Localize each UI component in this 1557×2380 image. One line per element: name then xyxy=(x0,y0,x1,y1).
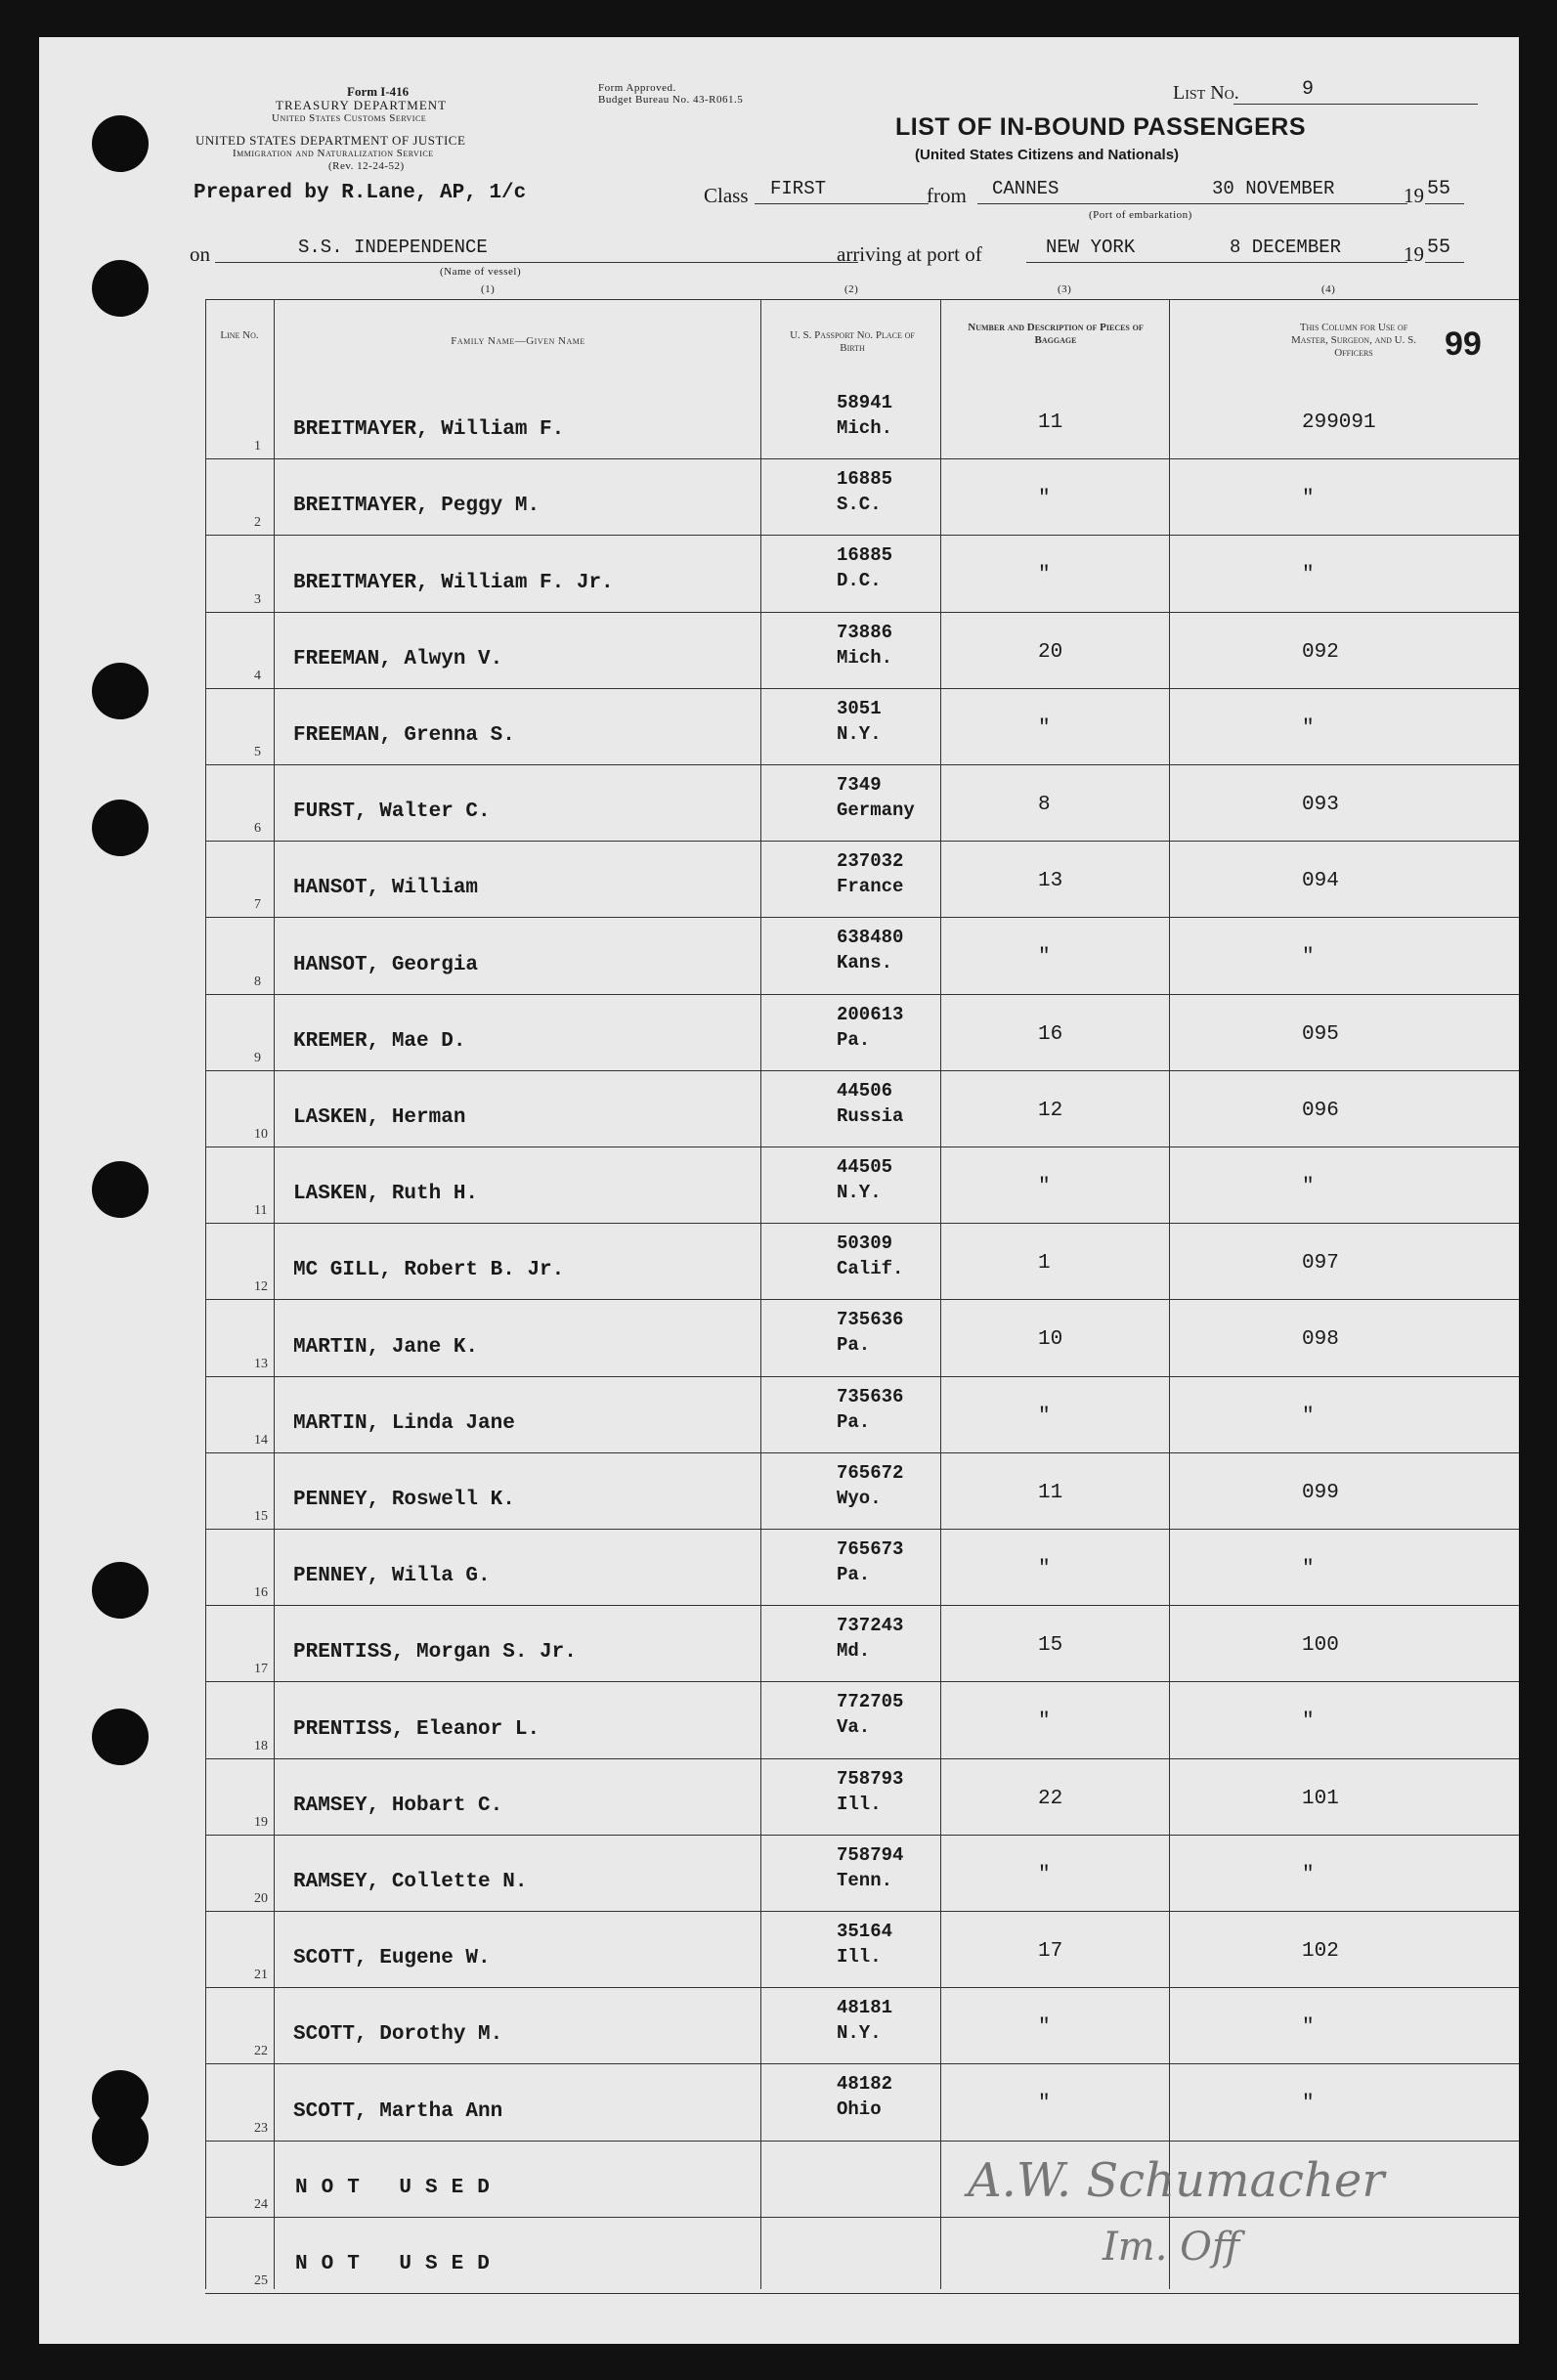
passenger-name: NOT USED xyxy=(295,2252,503,2275)
passenger-name: LASKEN, Ruth H. xyxy=(293,1183,479,1206)
baggage-count: " xyxy=(1038,488,1051,511)
line-number: 13 xyxy=(254,1356,268,1371)
passport-number: 16885 xyxy=(837,544,893,567)
officer-number: 095 xyxy=(1302,1022,1339,1046)
passenger-name: NOT USED xyxy=(295,2176,503,2199)
baggage-count: " xyxy=(1038,2093,1051,2116)
place-of-birth: Ohio xyxy=(837,2099,882,2121)
justice-label: UNITED STATES DEPARTMENT OF JUSTICE xyxy=(195,133,466,148)
col-num-3: (3) xyxy=(1058,283,1072,295)
baggage-count: 22 xyxy=(1038,1787,1063,1810)
passenger-name: FREEMAN, Grenna S. xyxy=(293,723,515,747)
place-of-birth: Va. xyxy=(837,1716,871,1739)
table-row xyxy=(205,1987,1519,2064)
line-number: 2 xyxy=(254,515,261,531)
passport-number: 3051 xyxy=(837,697,882,719)
officer-number: " xyxy=(1302,1558,1315,1580)
baggage-count: 13 xyxy=(1038,870,1063,893)
line-number: 23 xyxy=(254,2120,268,2136)
form-number: Form I-416 xyxy=(347,84,410,99)
passenger-name: MARTIN, Linda Jane xyxy=(293,1411,515,1435)
passport-number: 765673 xyxy=(837,1538,904,1560)
place-of-birth: Wyo. xyxy=(837,1487,882,1509)
treasury-label: TREASURY DEPARTMENT xyxy=(276,98,448,112)
line-number: 8 xyxy=(254,974,261,989)
passenger-name: HANSOT, Georgia xyxy=(293,953,479,976)
table-row xyxy=(205,994,1519,1071)
passport-number: 7349 xyxy=(837,774,882,796)
passport-number: 237032 xyxy=(837,850,904,873)
passport-number: 758793 xyxy=(837,1767,904,1790)
passenger-name: BREITMAYER, Peggy M. xyxy=(293,495,541,518)
officer-number: " xyxy=(1302,1863,1315,1886)
line-number: 14 xyxy=(254,1432,268,1448)
place-of-birth: Mich. xyxy=(837,417,893,439)
place-of-birth: France xyxy=(837,876,904,898)
col-header-officers: This Column for Use of Master, Surgeon, and U. S. Officers xyxy=(1291,322,1416,359)
line-number: 3 xyxy=(254,591,261,607)
officer-number: 096 xyxy=(1302,1099,1339,1122)
budget-bureau: Budget Bureau No. 43-R061.5 xyxy=(598,94,744,106)
baggage-count: " xyxy=(1038,1558,1051,1580)
line-number: 1 xyxy=(254,439,261,454)
officer-number: 094 xyxy=(1302,870,1339,893)
passenger-name: MARTIN, Jane K. xyxy=(293,1335,479,1359)
class-label: Class xyxy=(704,184,749,207)
embark-date: 30 NOVEMBER xyxy=(1212,178,1335,199)
form-approved: Form Approved. xyxy=(598,82,676,94)
passport-number: 737243 xyxy=(837,1615,904,1637)
passport-number: 16885 xyxy=(837,468,893,491)
baggage-count: 8 xyxy=(1038,794,1051,816)
officers-stamp: 99 xyxy=(1445,325,1482,363)
col-header-line: Line No. xyxy=(220,329,259,341)
passenger-name: RAMSEY, Hobart C. xyxy=(293,1794,503,1817)
place-of-birth: Tenn. xyxy=(837,1869,893,1891)
line-number: 17 xyxy=(254,1662,268,1677)
line-number: 6 xyxy=(254,821,261,837)
table-row xyxy=(205,1299,1519,1376)
place-of-birth: S.C. xyxy=(837,494,882,516)
arrival-port: NEW YORK xyxy=(1046,237,1136,258)
passport-number: 765672 xyxy=(837,1461,904,1484)
place-of-birth: Calif. xyxy=(837,1258,904,1280)
passport-number: 200613 xyxy=(837,1003,904,1025)
table-row xyxy=(205,1835,1519,1912)
officer-number: 092 xyxy=(1302,640,1339,664)
col-num-4: (4) xyxy=(1321,283,1336,295)
officer-number: " xyxy=(1302,716,1315,740)
line-number: 24 xyxy=(254,2196,268,2212)
table-row xyxy=(205,458,1519,536)
page-title: LIST OF IN-BOUND PASSENGERS xyxy=(895,113,1307,141)
baggage-count: " xyxy=(1038,1710,1051,1734)
line-number: 25 xyxy=(254,2272,268,2288)
from-value: CANNES xyxy=(992,178,1060,199)
line-number: 9 xyxy=(254,1050,261,1065)
line-number: 16 xyxy=(254,1585,268,1601)
passenger-name: PENNEY, Willa G. xyxy=(293,1565,491,1588)
place-of-birth: Pa. xyxy=(837,1028,871,1051)
from-label: from xyxy=(927,184,967,207)
baggage-count: 1 xyxy=(1038,1252,1051,1276)
table-row xyxy=(205,1070,1519,1147)
place-of-birth: Ill. xyxy=(837,1793,882,1815)
passport-number: 58941 xyxy=(837,392,893,413)
baggage-count: 11 xyxy=(1038,1481,1063,1504)
baggage-count: " xyxy=(1038,1863,1051,1886)
baggage-count: " xyxy=(1038,946,1051,970)
embark-year-prefix: 19 xyxy=(1404,184,1424,207)
place-of-birth: Pa. xyxy=(837,1564,871,1585)
officer-number: 299091 xyxy=(1302,411,1376,434)
document-page xyxy=(39,37,1519,2344)
officer-number: " xyxy=(1302,1405,1315,1428)
passport-number: 735636 xyxy=(837,1385,904,1407)
officer-number: 099 xyxy=(1302,1481,1339,1504)
officer-number: " xyxy=(1302,946,1315,970)
col-header-passport: U. S. Passport No. Place of Birth xyxy=(790,329,915,354)
binder-hole xyxy=(92,260,149,317)
baggage-count: " xyxy=(1038,1176,1051,1198)
baggage-count: " xyxy=(1038,564,1051,587)
table-row xyxy=(205,841,1519,918)
passenger-name: FURST, Walter C. xyxy=(293,801,491,824)
passenger-name: SCOTT, Eugene W. xyxy=(293,1947,491,1970)
place-of-birth: N.Y. xyxy=(837,1182,882,1203)
passport-number: 73886 xyxy=(837,621,893,643)
officer-number: 093 xyxy=(1302,794,1339,816)
place-of-birth: D.C. xyxy=(837,570,882,592)
arriving-label: arriving at port of xyxy=(837,242,982,266)
ins-label: Immigration and Naturalization Service xyxy=(233,148,434,159)
line-number: 15 xyxy=(254,1508,268,1524)
vessel-name: S.S. INDEPENDENCE xyxy=(298,237,488,258)
table-row xyxy=(205,1147,1519,1224)
col-header-baggage: Number and Description of Pieces of Baggage xyxy=(968,322,1144,346)
passport-number: 758794 xyxy=(837,1843,904,1866)
baggage-count: " xyxy=(1038,2016,1051,2040)
passport-number: 44506 xyxy=(837,1079,893,1102)
place-of-birth: Germany xyxy=(837,800,915,821)
passenger-name: LASKEN, Herman xyxy=(293,1105,466,1129)
passenger-name: KREMER, Mae D. xyxy=(293,1029,466,1053)
officer-number: " xyxy=(1302,488,1315,511)
line-number: 20 xyxy=(254,1890,268,1906)
passport-number: 638480 xyxy=(837,927,904,949)
passenger-name: HANSOT, William xyxy=(293,877,479,900)
table-row xyxy=(205,382,1519,459)
col-header-name: Family Name—Given Name xyxy=(451,335,585,347)
officer-number: " xyxy=(1302,1710,1315,1734)
table-row xyxy=(205,688,1519,765)
port-embark-caption: (Port of embarkation) xyxy=(1089,209,1192,221)
prepared-by: Prepared by R.Lane, AP, 1/c xyxy=(194,182,527,204)
line-number: 22 xyxy=(254,2044,268,2059)
line-number: 11 xyxy=(254,1203,268,1219)
place-of-birth: Mich. xyxy=(837,646,893,669)
baggage-count: " xyxy=(1038,1405,1051,1428)
baggage-count: 12 xyxy=(1038,1099,1063,1122)
passenger-name: PENNEY, Roswell K. xyxy=(293,1488,515,1511)
table-row xyxy=(205,1758,1519,1836)
place-of-birth: Ill. xyxy=(837,1946,882,1968)
officer-number: 101 xyxy=(1302,1787,1339,1810)
baggage-count: 16 xyxy=(1038,1022,1063,1046)
table-row xyxy=(205,612,1519,689)
place-of-birth: Russia xyxy=(837,1104,904,1127)
table-row xyxy=(205,917,1519,994)
arrival-date: 8 DECEMBER xyxy=(1230,237,1342,258)
passenger-table xyxy=(205,299,1519,2289)
officer-number: " xyxy=(1302,2093,1315,2116)
binder-hole xyxy=(92,2109,149,2166)
binder-hole xyxy=(92,1709,149,1765)
place-of-birth: Md. xyxy=(837,1640,871,1663)
line-number: 19 xyxy=(254,1814,268,1830)
table-row xyxy=(205,2217,1519,2294)
line-number: 18 xyxy=(254,1738,268,1753)
passenger-name: PRENTISS, Morgan S. Jr. xyxy=(293,1641,577,1665)
table-row xyxy=(205,1605,1519,1682)
officer-number: " xyxy=(1302,2016,1315,2040)
class-value: FIRST xyxy=(770,178,827,199)
baggage-count: 20 xyxy=(1038,640,1063,664)
binder-hole xyxy=(92,1562,149,1619)
passport-number: 772705 xyxy=(837,1691,904,1713)
passport-number: 44505 xyxy=(837,1156,893,1178)
officer-number: 102 xyxy=(1302,1940,1339,1963)
place-of-birth: Pa. xyxy=(837,1334,871,1357)
table-row xyxy=(205,1681,1519,1758)
binder-hole xyxy=(92,115,149,172)
arrival-year-prefix: 19 xyxy=(1404,242,1424,266)
baggage-count: 15 xyxy=(1038,1634,1063,1658)
passenger-name: MC GILL, Robert B. Jr. xyxy=(293,1259,565,1282)
table-row xyxy=(205,1911,1519,1988)
officer-title: Im. Off xyxy=(1103,2225,1240,2270)
officer-number: " xyxy=(1302,564,1315,587)
col-num-1: (1) xyxy=(481,283,496,295)
line-number: 5 xyxy=(254,744,261,759)
passenger-name: SCOTT, Martha Ann xyxy=(293,2099,503,2123)
rev-label: (Rev. 12-24-52) xyxy=(328,160,405,172)
passenger-name: FREEMAN, Alwyn V. xyxy=(293,647,503,671)
passport-number: 50309 xyxy=(837,1233,893,1255)
table-row xyxy=(205,1223,1519,1300)
officer-number: " xyxy=(1302,1176,1315,1198)
baggage-count: 10 xyxy=(1038,1328,1063,1352)
passport-number: 48181 xyxy=(837,1997,893,2019)
passenger-name: PRENTISS, Eleanor L. xyxy=(293,1717,541,1741)
passenger-name: SCOTT, Dorothy M. xyxy=(293,2023,503,2047)
list-no-label: List No. xyxy=(1173,82,1239,104)
baggage-count: 11 xyxy=(1038,411,1063,434)
place-of-birth: Pa. xyxy=(837,1410,871,1433)
col-num-2: (2) xyxy=(844,283,859,295)
on-label: on xyxy=(190,242,210,266)
line-number: 7 xyxy=(254,897,261,913)
line-number: 21 xyxy=(254,1968,268,1983)
customs-label: United States Customs Service xyxy=(272,112,427,124)
table-row xyxy=(205,535,1519,612)
place-of-birth: N.Y. xyxy=(837,722,882,745)
officer-signature: A.W. Schumacher xyxy=(968,2153,1385,2208)
line-number: 12 xyxy=(254,1279,268,1295)
passenger-name: RAMSEY, Collette N. xyxy=(293,1870,528,1893)
officer-number: 100 xyxy=(1302,1634,1339,1658)
baggage-count: " xyxy=(1038,716,1051,740)
vessel-caption: (Name of vessel) xyxy=(440,266,522,278)
list-no-value: 9 xyxy=(1302,78,1315,101)
baggage-count: 17 xyxy=(1038,1940,1063,1963)
place-of-birth: N.Y. xyxy=(837,2022,882,2045)
line-number: 4 xyxy=(254,668,261,683)
officer-number: 098 xyxy=(1302,1328,1339,1352)
passport-number: 35164 xyxy=(837,1921,893,1942)
table-row xyxy=(205,764,1519,842)
table-row xyxy=(205,1452,1519,1530)
binder-hole xyxy=(92,1161,149,1218)
line-number: 10 xyxy=(254,1126,268,1142)
passenger-name: BREITMAYER, William F. xyxy=(293,418,565,442)
embark-year-suffix: 55 xyxy=(1427,178,1451,200)
binder-hole xyxy=(92,663,149,719)
passport-number: 48182 xyxy=(837,2073,893,2096)
table-row xyxy=(205,2063,1519,2141)
page-subtitle: (United States Citizens and Nationals) xyxy=(915,147,1180,163)
table-row xyxy=(205,1376,1519,1453)
binder-hole xyxy=(92,800,149,856)
officer-number: 097 xyxy=(1302,1252,1339,1276)
place-of-birth: Kans. xyxy=(837,952,893,974)
passenger-name: BREITMAYER, William F. Jr. xyxy=(293,571,614,594)
passport-number: 735636 xyxy=(837,1309,904,1331)
table-row xyxy=(205,1529,1519,1606)
arrival-year-suffix: 55 xyxy=(1427,237,1451,259)
